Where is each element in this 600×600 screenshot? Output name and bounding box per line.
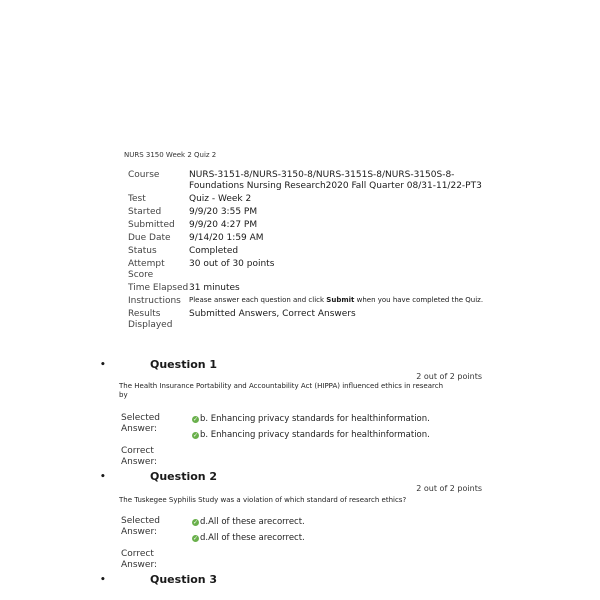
question-1-selected-answer-text: b. Enhancing privacy standards for healthinformation. [200,414,430,424]
question-1-correct-answer-text: b. Enhancing privacy standards for healthinformation. [200,430,430,440]
due-date-label: Due Date [128,233,171,243]
question-2-points: 2 out of 2 points [416,484,482,493]
course-label: Course [128,170,160,180]
course-row [128,170,488,192]
time-elapsed-row [128,283,488,294]
due-date-row [128,233,488,244]
submitted-label: Submitted [128,220,175,230]
question-2-correct-answer-text: d.All of these arecorrect. [200,533,305,543]
course-value: NURS-3151-8/NURS-3150-8/NURS-3151S-8/NURS-3150S-8-Foundations Nursing Research2020 Fall Quarter 08/31-11/22-PT3 [189,170,482,191]
time-elapsed-label: Time Elapsed [128,283,189,293]
question-2-correct-answer [192,533,305,543]
test-value: Quiz - Week 2 [189,194,252,204]
instructions-text-end: when you have completed the Quiz. [354,296,484,304]
question-1-heading [100,358,217,371]
question-2-correct-label: Correct Answer: [121,549,158,570]
status-value: Completed [189,246,239,256]
due-date-value: 9/14/20 1:59 AM [189,233,264,243]
test-row [128,194,488,205]
instructions-value [189,296,488,307]
question-1-selected-label: Selected Answer: [121,413,161,434]
instructions-text-start: Please answer each question and click [189,296,327,304]
attempt-score-row [128,259,488,281]
bullet: • [100,359,106,370]
time-elapsed-value: 31 minutes [189,283,240,293]
check-icon: ✓ [192,431,199,439]
question-2-heading [100,470,217,483]
bullet: • [100,471,106,482]
question-3-heading [100,573,217,586]
question-1-correct-answer [192,430,430,440]
question-2-selected-answer-text: d.All of these arecorrect. [200,517,305,527]
instructions-row [128,296,488,307]
started-label: Started [128,207,162,217]
attempt-score-value: 30 out of 30 points [189,259,275,269]
bullet: • [100,574,106,585]
question-1-title: Question 1 [150,358,218,371]
question-2-text: The Tuskegee Syphilis Study was a violation of which standard of research ethics? [119,496,407,504]
status-row [128,246,488,257]
started-value: 9/9/20 3:55 PM [189,207,258,217]
question-1-text: The Health Insurance Portability and Accountability Act (HIPPA) influenced ethics in research by [119,382,444,399]
question-1-correct-label: Correct Answer: [121,446,158,467]
attempt-score-label: Attempt Score [128,259,165,280]
instructions-label: Instructions [128,296,181,306]
check-icon: ✓ [192,518,199,526]
submitted-value: 9/9/20 4:27 PM [189,220,258,230]
check-icon: ✓ [192,415,199,423]
results-displayed-row [128,309,488,331]
status-label: Status [128,246,157,256]
question-2-selected-label: Selected Answer: [121,516,161,537]
question-1-selected-answer [192,414,430,424]
question-2-title: Question 2 [150,470,218,483]
results-displayed-label: Results Displayed [128,309,173,330]
document-title: NURS 3150 Week 2 Quiz 2 [124,151,217,159]
attempt-info-table [128,170,488,333]
results-displayed-value: Submitted Answers, Correct Answers [189,309,356,319]
test-label: Test [128,194,146,204]
started-row [128,207,488,218]
question-3-title: Question 3 [150,573,218,586]
question-2-selected-answer [192,517,305,527]
check-icon: ✓ [192,534,199,542]
question-1-points: 2 out of 2 points [416,372,482,381]
submitted-row [128,220,488,231]
instructions-submit-word: Submit [326,296,355,304]
